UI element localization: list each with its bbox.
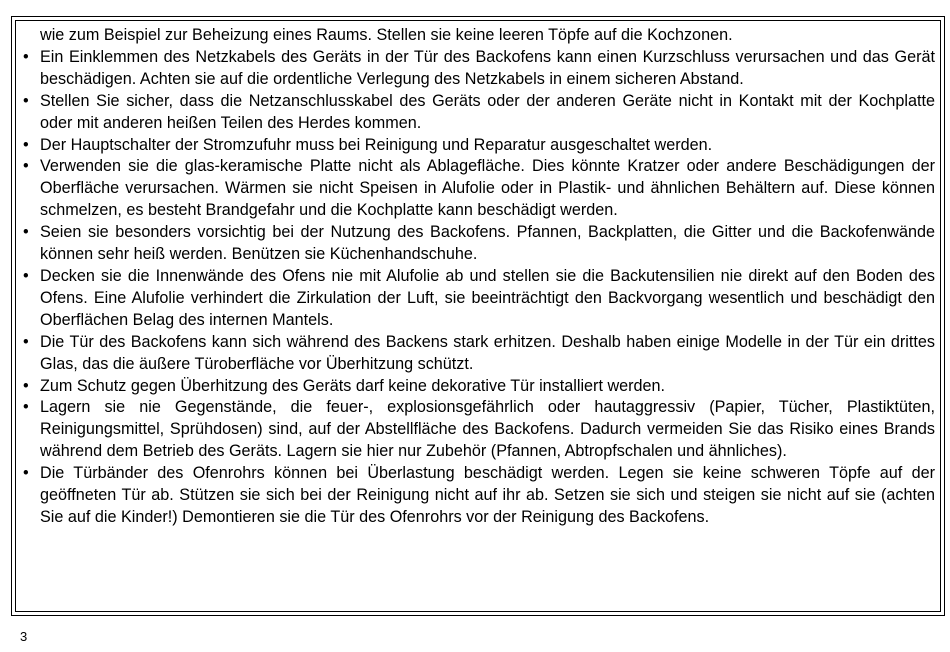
list-item (23, 397, 935, 463)
bullet-icon: • (23, 464, 29, 483)
list-item (23, 135, 935, 157)
bullet-icon: • (23, 47, 29, 66)
list-item (23, 376, 935, 398)
bullet-icon: • (23, 266, 29, 285)
list-item (23, 222, 935, 266)
list-item-text: Ein Einklemmen des Netzkabels des Geräts in der Tür des Backofens kann einen Kurzschluss verursachen und das Gerät beschädigen. Achten sie auf die ordentliche Verlegung des Netzkabels in einem sicheren Abstand. (40, 47, 935, 88)
list-item (23, 332, 935, 376)
list-item (23, 463, 935, 529)
list-item-text: Die Türbänder des Ofenrohrs können bei Überlastung beschädigt werden. Legen sie keine schweren Töpfe auf der geöffneten Tür ab. Stützen sie sich bei der Reinigung nicht auf ihr ab. Setzen sie sich und steigen sie nicht auf sie (achten Sie auf die Kinder!) Demontieren sie die Tür des Ofenrohrs vor der Reinigung des Backofens. (40, 464, 935, 526)
bullet-icon: • (23, 376, 29, 395)
page-number: 3 (20, 629, 28, 644)
list-item (23, 47, 935, 91)
bullet-icon: • (23, 135, 29, 154)
list-item (23, 91, 935, 135)
safety-list (23, 47, 935, 529)
list-item-text: Zum Schutz gegen Überhitzung des Geräts darf keine dekorative Tür installiert werden. (40, 376, 666, 395)
list-item-text: Die Tür des Backofens kann sich während des Backens stark erhitzen. Deshalb haben einige Modelle in der Tür ein drittes Glas, das die äußere Türoberfläche vor Überhitzung schützt. (40, 332, 935, 373)
list-item (23, 156, 935, 222)
document-frame-inner (15, 20, 941, 612)
list-item-text: Seien sie besonders vorsichtig bei der Nutzung des Backofens. Pfannen, Backplatten, die Gitter und die Backofenwände können sehr heiß werden. Benützen sie Küchenhandschuhe. (40, 223, 935, 264)
list-item-text: Verwenden sie die glas-keramische Platte nicht als Ablagefläche. Dies könnte Kratzer oder andere Beschädigungen der Oberfläche verursachen. Wärmen sie nicht Speisen in Alufolie oder in Plastik- und ähnlichen Behältern auf. Diese können schmelzen, es besteht Brandgefahr und die Kochplatte kann beschädigt werden. (40, 157, 935, 220)
list-item-text: Der Hauptschalter der Stromzufuhr muss bei Reinigung und Reparatur ausgeschaltet werden. (40, 135, 713, 154)
bullet-icon: • (23, 157, 29, 176)
list-item-text: Decken sie die Innenwände des Ofens nie mit Alufolie ab und stellen sie die Backutensilien nie direkt auf den Boden des Ofens. Eine Alufolie verhindert die Zirkulation der Luft, sie beeinträchtigt den Backvorgang wesentlich und beschädigt den Oberflächen Belag des internen Mantels. (40, 266, 935, 329)
bullet-icon: • (23, 223, 29, 242)
list-item-text: Lagern sie nie Gegenstände, die feuer-, explosionsgefährlich oder hautaggressiv (Papier, Tücher, Plastiktüten, Reinigungsmittel, Sprühdosen) sind, auf der Abstellfläche des Backofens. Dadurch vermeiden Sie das Risiko eines Brands während dem Betrieb des Geräts. Lagern sie hier nur Zubehör (Pfannen, Abtropfschalen und ähnliches). (40, 398, 935, 461)
bullet-icon: • (23, 91, 29, 110)
bullet-icon: • (23, 332, 29, 351)
lead-paragraph: wie zum Beispiel zur Beheizung eines Raums. Stellen sie keine leeren Töpfe auf die Kochzonen. (40, 26, 733, 44)
document-frame-outer (11, 16, 945, 616)
list-item-text: Stellen Sie sicher, dass die Netzanschlusskabel des Geräts oder der anderen Geräte nicht in Kontakt mit der Kochplatte oder mit anderen heißen Teilen des Herdes kommen. (40, 91, 935, 132)
list-item (23, 266, 935, 332)
bullet-icon: • (23, 398, 29, 417)
